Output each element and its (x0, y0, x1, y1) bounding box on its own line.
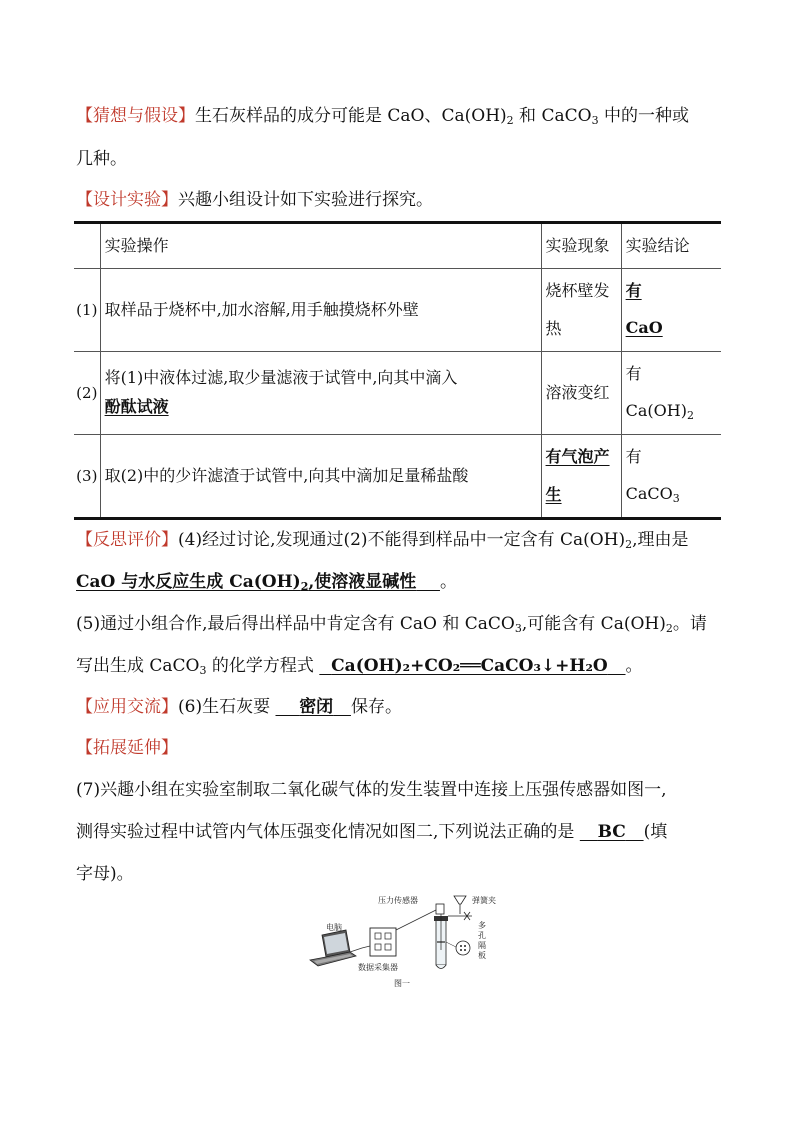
extension-line-2 (76, 822, 667, 842)
application-answer: 密闭 (299, 697, 334, 717)
row-operation (100, 352, 541, 435)
extension-line-3: 字母)。 (76, 864, 134, 884)
reflection-text-b: ,理由是 (632, 530, 689, 550)
q5-text-b: ,可能含有 Ca(OH) (521, 614, 666, 634)
table-row (74, 269, 721, 352)
porous-plate-icon (456, 941, 470, 955)
row-phenomenon: 烧杯壁发热 (541, 269, 621, 352)
funnel (454, 896, 466, 904)
operation-answer: 酚酞试液 (104, 397, 169, 416)
q5-text-a: (5)通过小组合作,最后得出样品中肯定含有 CaO 和 CaCO (76, 614, 515, 634)
reflection-line-1: 【反思评价】(4)经过讨论,发现通过(2)不能得到样品中一定含有 $Ca(OH)_2$,理由是 (76, 530, 689, 551)
row-operation-text: 将(1)中液体过滤,取少量滤液于试管中,向其中滴入 (104, 368, 458, 388)
figure-caption: 图一 (394, 979, 410, 988)
conclusion-answer-1a: 有 (625, 281, 642, 301)
reflection-end: 。 (439, 572, 457, 592)
plate-label: 多 孔 隔 板 (478, 921, 486, 960)
table-row (74, 352, 721, 435)
header-operation: 实验操作 (100, 223, 541, 269)
laptop-icon (310, 930, 356, 966)
conclusion-text-3b: CaCO (625, 484, 673, 503)
application-text-a: (6)生石灰要 (178, 697, 271, 717)
application-tag: 【应用交流】 (76, 697, 178, 717)
experiment-table (74, 221, 721, 520)
design-tag: 【设计实验】 (76, 190, 178, 210)
design-line (76, 190, 433, 210)
conclusion-answer-1b: CaO (625, 318, 663, 337)
conclusion-text-2b: Ca(OH) (625, 401, 687, 420)
q5-line-1: (5)通过小组合作,最后得出样品中肯定含有 CaO 和 CaCO$_3$,可能含有 $Ca(OH)_2$。请 (76, 614, 707, 635)
reflection-line-2 (76, 572, 457, 592)
row-number: (3) (74, 435, 100, 519)
hypothesis-line-2: 几种。 (76, 149, 127, 169)
extension-tag: 【拓展延伸】 (76, 738, 178, 758)
sensor-label: 压力传感器 (378, 896, 418, 905)
apparatus-diagram (306, 890, 506, 990)
design-text: 兴趣小组设计如下实验进行探究。 (178, 190, 433, 210)
reflection-text-a: (4)经过讨论,发现通过(2)不能得到样品中一定含有 Ca(OH) (178, 530, 626, 550)
row-conclusion: 有 CaCO$_3$ (621, 435, 721, 519)
extension-line-1: (7)兴趣小组在实验室制取二氧化碳气体的发生装置中连接上压强传感器如图一, (76, 780, 667, 800)
hypothesis-text-b: 和 CaCO (513, 106, 592, 126)
row-conclusion (621, 269, 721, 352)
application-text-b: 保存。 (350, 697, 402, 717)
reflection-answer: CaO 与水反应生成 $Ca(OH)_2$,使溶液显碱性 (76, 572, 417, 593)
row-phenomenon (541, 435, 621, 519)
hypothesis-text-c: 中的一种或 (598, 106, 689, 126)
row-phenomenon: 溶液变红 (541, 352, 621, 435)
extension-answer: BC (597, 822, 626, 842)
row-number: (1) (74, 269, 100, 352)
extension-text-b: (填 (643, 822, 668, 842)
q5-text-c: 。请 (672, 614, 707, 634)
collector-label: 数据采集器 (358, 963, 398, 972)
row-operation: 取(2)中的少许滤渣于试管中,向其中滴加足量稀盐酸 (100, 435, 541, 519)
header-phenomenon: 实验现象 (541, 223, 621, 269)
phenomenon-answer: 有气泡产生 (545, 446, 610, 504)
test-tube (434, 914, 448, 969)
header-conclusion: 实验结论 (621, 223, 721, 269)
table-header-row (74, 223, 721, 269)
table-row (74, 435, 721, 519)
extension-text-a: 测得实验过程中试管内气体压强变化情况如图二,下列说法正确的是 (76, 822, 575, 842)
hypothesis-tag: 【猜想与假设】 (76, 106, 195, 126)
row-number: (2) (74, 352, 100, 435)
pressure-sensor (436, 904, 444, 914)
hypothesis-line-1: 【猜想与假设】生石灰样品的成分可能是 CaO、$Ca(OH)_2$ 和 CaCO$_3$ 中的一种或 (76, 106, 689, 127)
hypothesis-text-a: 生石灰样品的成分可能是 CaO、Ca(OH) (195, 106, 507, 126)
application-line (76, 697, 402, 717)
figure-one (306, 890, 506, 990)
computer-label: 电脑 (326, 923, 342, 932)
row-operation: 取样品于烧杯中,加水溶解,用手触摸烧杯外壁 (100, 269, 541, 352)
conclusion-text-2a: 有 (625, 364, 642, 384)
q5-line-2: 写出生成 CaCO$_3$ 的化学方程式 Ca(OH)₂+CO₂══CaCO₃↓+H₂O 。 (76, 656, 643, 677)
clamp-label: 弹簧夹 (472, 896, 496, 905)
conclusion-text-3a: 有 (625, 447, 642, 467)
extension-tag-line (76, 738, 178, 758)
q5-text-e: 的化学方程式 (206, 656, 314, 676)
equation-answer: Ca(OH)₂+CO₂══CaCO₃↓+H₂O (331, 656, 608, 676)
reflection-tag: 【反思评价】 (76, 530, 178, 550)
row-conclusion: 有 $Ca(OH)_2$ (621, 352, 721, 435)
data-collector-box (370, 928, 396, 956)
q5-end: 。 (625, 656, 643, 676)
q5-text-d: 写出生成 CaCO (76, 656, 200, 676)
